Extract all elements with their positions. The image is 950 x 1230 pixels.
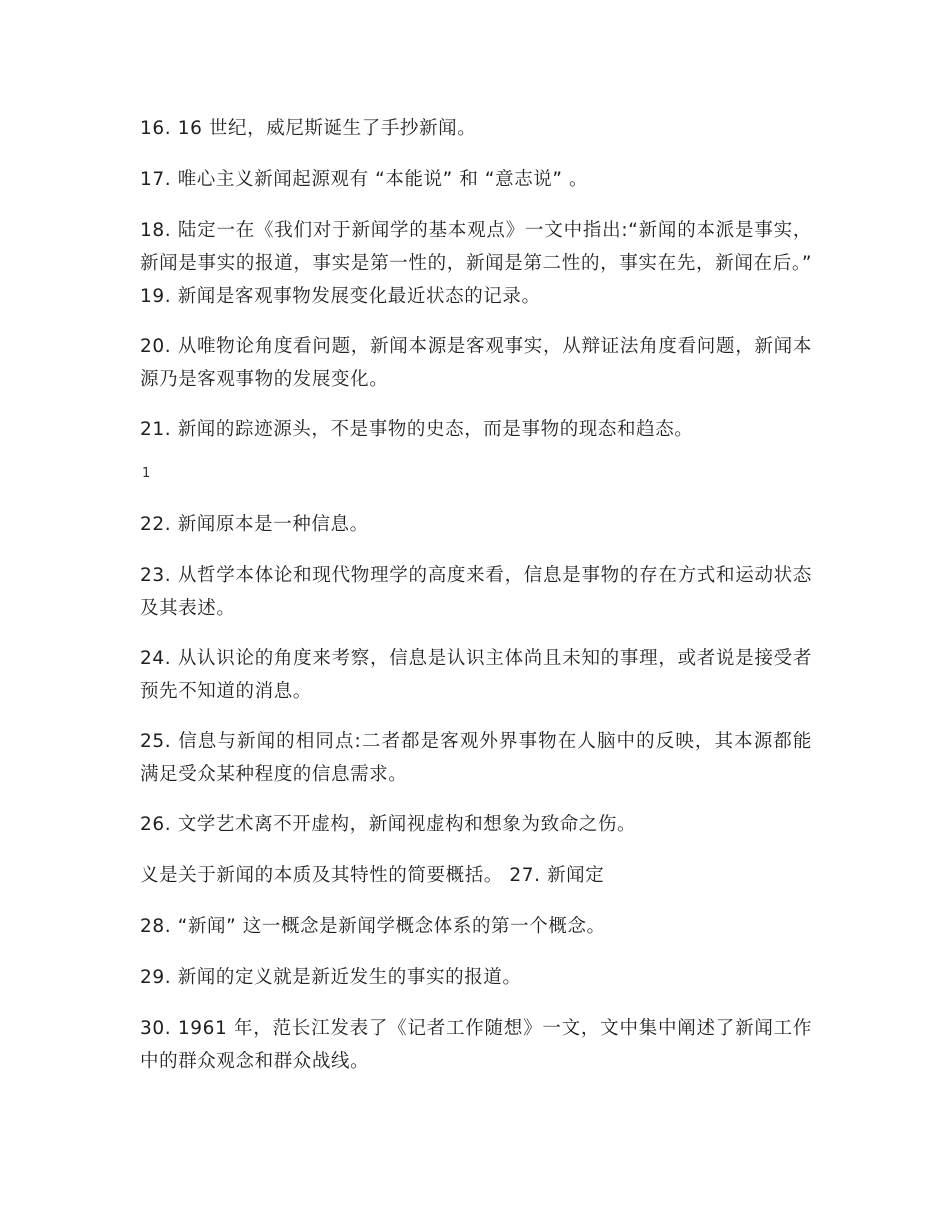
item-27: 义是关于新闻的本质及其特性的简要概括。 27. 新闻定 bbox=[140, 865, 605, 886]
item-30: 30. 1961 年，范长江发表了《记者工作随想》一文，文中集中阐述了新闻工作中的群众观念和群众战线。 bbox=[140, 1018, 812, 1072]
item-21: 21. 新闻的踪迹源头，不是事物的史态，而是事物的现态和趋态。 bbox=[140, 419, 694, 440]
document-page bbox=[140, 112, 812, 1095]
item-20: 20. 从唯物论角度看问题，新闻本源是客观事实，从辩证法角度看问题，新闻本源乃是客观事物的发展变化。 bbox=[140, 336, 812, 390]
page-number: 1 bbox=[142, 466, 151, 481]
item-29: 29. 新闻的定义就是新近发生的事实的报道。 bbox=[140, 967, 522, 988]
item-24: 24. 从认识论的角度来考察，信息是认识主体尚且未知的事理，或者说是接受者预先不知道的消息。 bbox=[140, 648, 812, 702]
item-23: 23. 从哲学本体论和现代物理学的高度来看，信息是事物的存在方式和运动状态及其表述。 bbox=[140, 565, 812, 619]
item-28: 28. “新闻” 这一概念是新闻学概念体系的第一个概念。 bbox=[140, 916, 606, 937]
item-17: 17. 唯心主义新闻起源观有 “本能说” 和 “意志说” 。 bbox=[140, 169, 589, 190]
item-22: 22. 新闻原本是一种信息。 bbox=[140, 514, 369, 535]
item-25: 25. 信息与新闻的相同点:二者都是客观外界事物在人脑中的反映，其本源都能满足受众某种程度的信息需求。 bbox=[140, 731, 812, 785]
item-16: 16. 16 世纪，威尼斯诞生了手抄新闻。 bbox=[140, 118, 477, 139]
item-26: 26. 文学艺术离不开虚构，新闻视虚构和想象为致命之伤。 bbox=[140, 814, 637, 835]
item-18-19: 18. 陆定一在《我们对于新闻学的基本观点》一文中指出:“新闻的本派是事实，新闻是事实的报道，事实是第一性的，新闻是第二性的，事实在先，新闻在后。” 19. 新闻是客观事物发展变化最近状态的记录。 bbox=[140, 220, 812, 307]
